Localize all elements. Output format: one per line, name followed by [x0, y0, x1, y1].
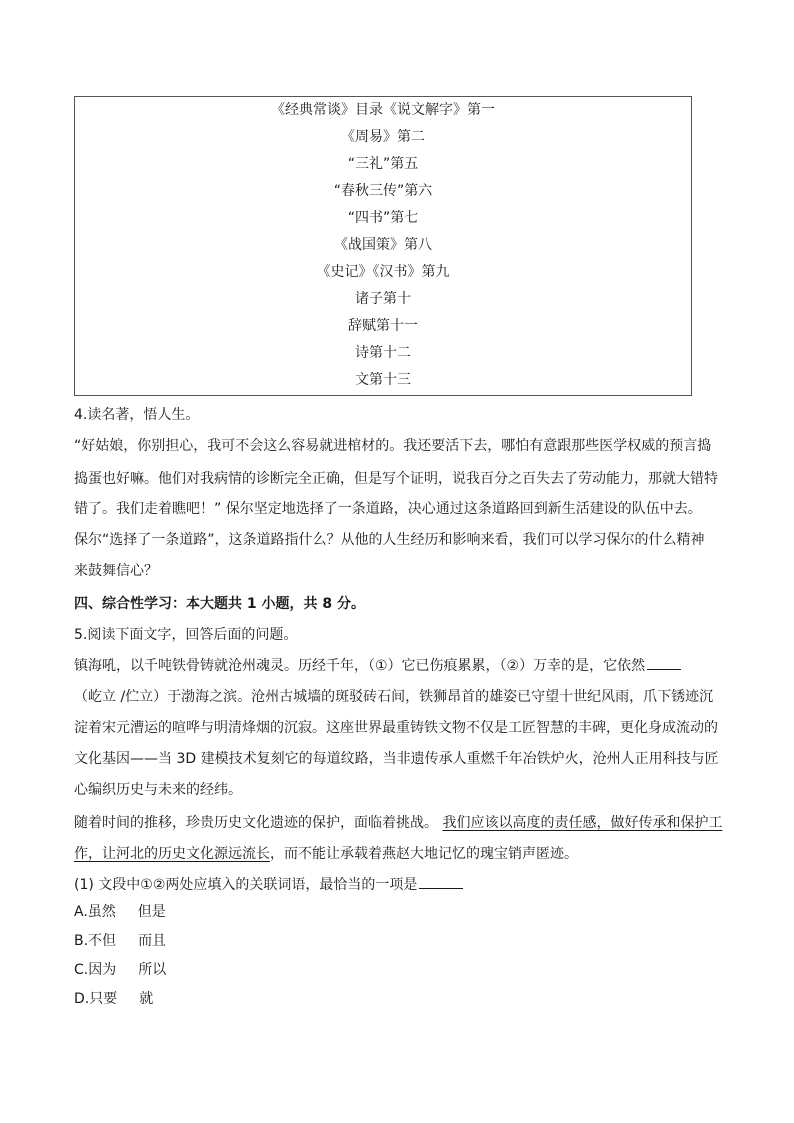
- toc-line: 《史记》《汉书》第九: [316, 264, 450, 280]
- option-label: A.虽然: [74, 904, 116, 920]
- question-4-text-line: 来鼓舞信心？: [74, 563, 158, 579]
- toc-line: 《战国策》第八: [334, 237, 432, 253]
- table-of-contents-box: [74, 96, 692, 396]
- passage-line: 淀着宋元漕运的喧哗与明清烽烟的沉寂。这座世界最重铸铁文物不仅是工匠智慧的丰碑，更化身成流动的: [74, 720, 718, 736]
- underlined-sentence: 我们应该以高度的责任感，做好传承和保护工: [442, 815, 723, 831]
- option-label: D.只要: [74, 991, 118, 1007]
- toc-line: “四书”第七: [347, 210, 419, 226]
- fill-in-blank: [647, 657, 681, 670]
- passage-line: [74, 813, 722, 833]
- option-text: 所以: [138, 962, 167, 978]
- toc-line: “春秋三传”第六: [333, 183, 433, 199]
- toc-line: 文第十三: [355, 372, 411, 388]
- option-text: 但是: [137, 904, 166, 920]
- option-label: C.因为: [74, 962, 117, 978]
- option-text: 而且: [138, 933, 167, 949]
- answer-blank: [419, 876, 463, 889]
- section-4-heading: 四、综合性学习：本大题共 1 小题，共 8 分。: [74, 596, 365, 612]
- option-b: [74, 931, 166, 951]
- passage-line: [74, 656, 681, 676]
- passage-text: 镇海吼，以千吨铁骨铸就沧州魂灵。历经千年，（①）它已伤痕累累，（②）万幸的是，它依然: [74, 658, 646, 674]
- passage-line: [74, 844, 578, 864]
- sub-question-text: (1) 文段中①②两处应填入的关联词语，最恰当的一项是: [74, 877, 418, 893]
- passage-line: 文化基因——当 3D 建模技术复刻它的每道纹路，当非遗传承人重燃千年冶铁炉火，沧州人正用科技与匠: [74, 751, 719, 767]
- option-a: [74, 902, 166, 922]
- question-4-text-line: “好姑娘，你别担心，我可不会这么容易就进棺材的。我还要活下去，哪怕有意跟那些医学权威的预言捣: [74, 438, 712, 454]
- passage-text: ，而不能让承载着燕赵大地记忆的瑰宝销声匿迹。: [270, 846, 578, 862]
- passage-text: 随着时间的推移，珍贵历史文化遗迹的保护，面临着挑战。: [74, 815, 438, 831]
- underlined-sentence: 作，让河北的历史文化源远流长: [74, 846, 270, 862]
- toc-line: 诗第十二: [355, 345, 411, 361]
- question-5-heading: 5.阅读下面文字，回答后面的问题。: [74, 627, 298, 643]
- option-label: B.不但: [74, 933, 117, 949]
- question-4-text-line: 捣蛋也好嘛。他们对我病情的诊断完全正确，但是写个证明，说我百分之百失去了劳动能力，那就大错特: [74, 471, 718, 487]
- toc-line: 《经典常谈》目录《说文解字》第一: [271, 102, 495, 118]
- sub-question-1: [74, 875, 463, 895]
- toc-line: 辞赋第十一: [348, 318, 418, 334]
- question-4-heading: 4.读名著，悟人生。: [74, 407, 200, 423]
- toc-line: “三礼”第五: [347, 156, 419, 172]
- option-d: [74, 989, 153, 1009]
- toc-line: 诸子第十: [355, 291, 411, 307]
- option-c: [74, 960, 166, 980]
- option-text: 就: [139, 991, 154, 1007]
- toc-line: 《周易》第二: [341, 129, 425, 145]
- question-4-text-line: 错了。我们走着瞧吧！” 保尔坚定地选择了一条道路，决心通过这条道路回到新生活建设的队伍中去。: [74, 501, 702, 517]
- passage-line: （屹立 /伫立）于渤海之滨。沧州古城墙的斑驳砖石间，铁狮昂首的雄姿已守望十世纪风雨，爪下锈迹沉: [74, 689, 714, 705]
- passage-line: 心编织历史与未来的经纬。: [74, 782, 242, 798]
- question-4-text-line: 保尔“选择了一条道路”，这条道路指什么？从他的人生经历和影响来看，我们可以学习保尔的什么精神: [74, 532, 705, 548]
